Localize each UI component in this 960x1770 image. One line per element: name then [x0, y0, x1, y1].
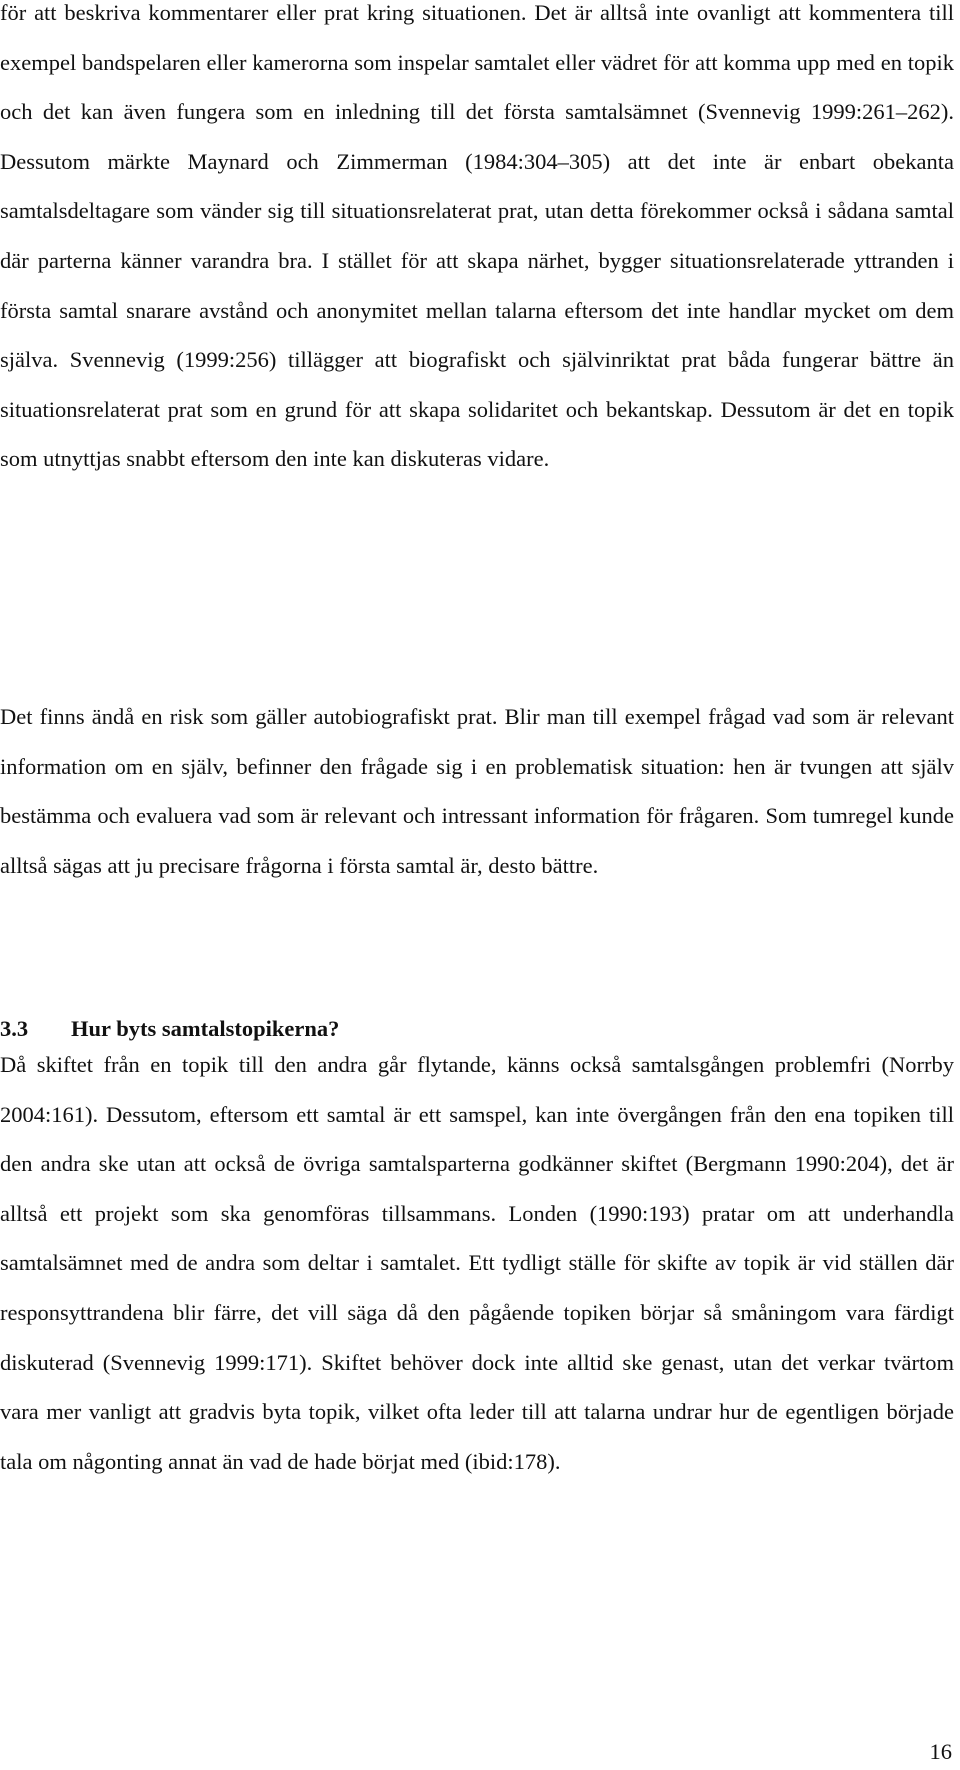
body-paragraph: för att beskriva kommentarer eller prat kring situationen. Det är alltså inte ovanligt att kommentera till exempel bandspelaren eller kamerorna som inspelar samtalet eller vädret för att komma upp med en topik och det kan även fungera som en inledning till det första samtalsämnet (Svennevig 1999:261–262). Dessutom märkte Maynard och Zimmerman (1984:304–305) att det inte är enbart obekanta samtalsdeltagare som vänder sig till situationsrelaterat prat, utan detta förekommer också i sådana samtal där parterna känner varandra bra. I stället för att skapa närhet, bygger situationsrelaterade yttranden i första samtal snarare avstånd och anonymitet mellan talarna eftersom det inte handlar mycket om dem själva. Svennevig (1999:256) tillägger att biografiskt och självinriktat prat båda fungerar bättre än situationsrelaterat prat som en grund för att skapa solidaritet och bekantskap. Dessutom är det en topik som utnyttjas snabbt eftersom den inte kan diskuteras vidare. [0, 0, 954, 472]
page-number: 16 [929, 1739, 952, 1764]
body-paragraph: Då skiftet från en topik till den andra går flytande, känns också samtalsgången problemfri (Norrby 2004:161). Dessutom, eftersom ett samtal är ett samspel, kan inte övergången från den ena topiken till den andra ske utan att också de övriga samtalsparterna godkänner skiftet (Bergmann 1990:204), det är alltså ett projekt som ska genomföras tillsammans. Londen (1990:193) pratar om att underhandla samtalsämnet med de andra som deltar i samtalet. Ett tydligt ställe för skifte av topik är vid ställen där responsyttrandena blir färre, det vill säga då den pågående topiken börjar så småningom vara färdigt diskuterad (Svennevig 1999:171). Skiftet behöver dock inte alltid ske genast, utan det verkar tvärtom vara mer vanligt att gradvis byta topik, vilket ofta leder till att talarna undrar hur de egentligen började tala om någonting annat än vad de hade börjat med (ibid:178). [0, 1052, 954, 1474]
section-title: Hur byts samtalstopikerna? [71, 1016, 340, 1041]
section-number: 3.3 [0, 1016, 29, 1041]
body-paragraph: Det finns ändå en risk som gäller autobiografiskt prat. Blir man till exempel frågad vad som är relevant information om en själv, befinner den frågade sig i en problematisk situation: hen är tvungen att själv bestämma och evaluera vad som är relevant och intressant information för frågaren. Som tumregel kunde alltså sägas att ju precisare frågorna i första samtal är, desto bättre. [0, 704, 954, 878]
